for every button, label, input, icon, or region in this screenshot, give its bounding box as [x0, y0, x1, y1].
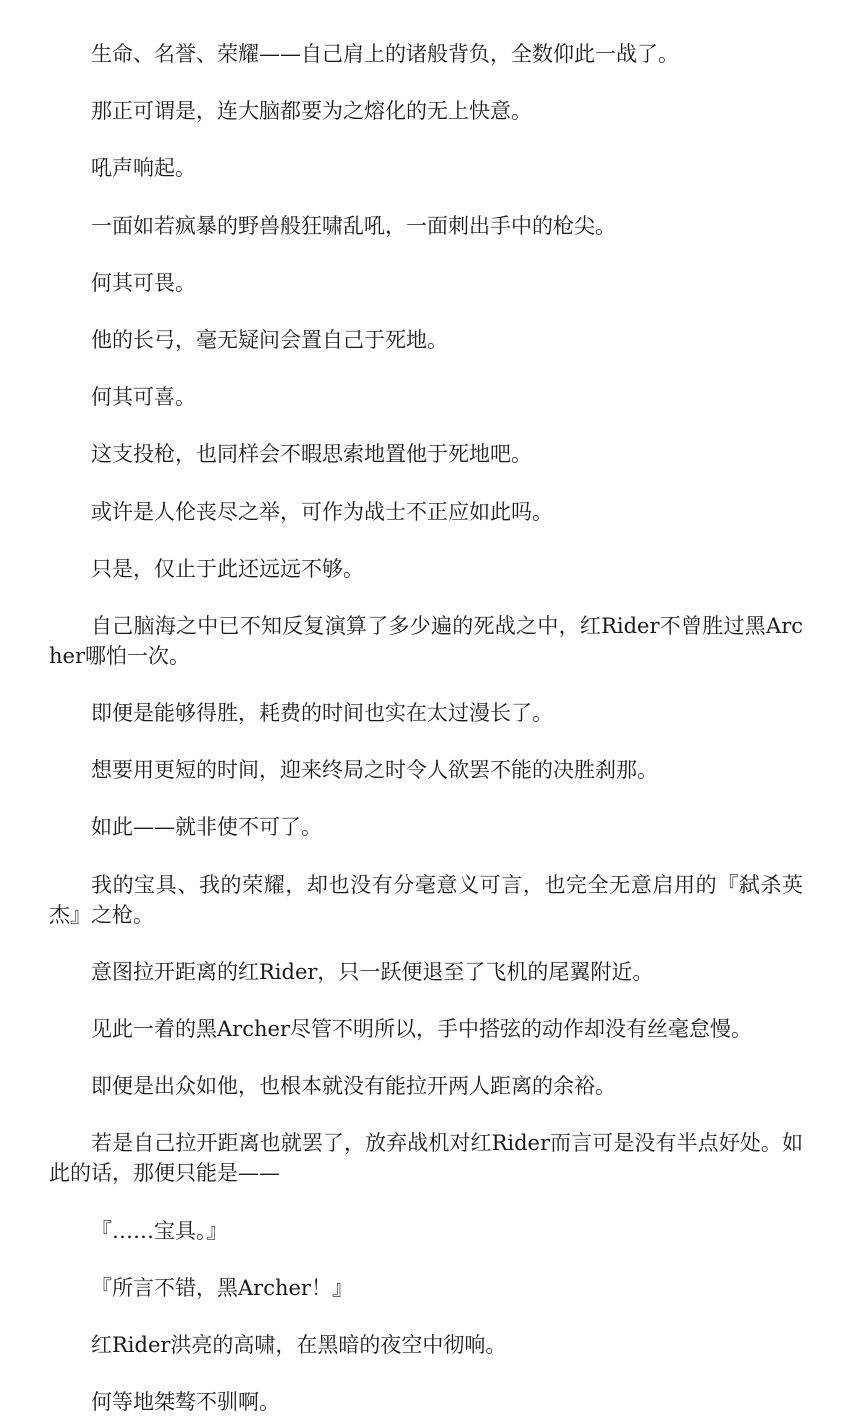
paragraph: 即便是出众如他，也根本就没有能拉开两人距离的余裕。 — [91, 1074, 616, 1099]
paragraph: 何等地桀骜不驯啊。 — [91, 1390, 280, 1415]
paragraph: 『……宝具。』 — [91, 1218, 228, 1243]
paragraph: 即便是能够得胜，耗费的时间也实在太过漫长了。 — [91, 701, 553, 726]
paragraph: 如此——就非使不可了。 — [91, 815, 322, 840]
paragraph: 若是自己拉开距离也就罢了，放弃战机对红Rider而言可是没有半点好处。如此的话，那便只能是—— — [49, 1131, 803, 1186]
paragraph: 一面如若疯暴的野兽般狂啸乱吼，一面刺出手中的枪尖。 — [91, 213, 616, 238]
paragraph: 红Rider洪亮的高啸，在黑暗的夜空中彻响。 — [91, 1332, 507, 1357]
paragraph: 或许是人伦丧尽之举，可作为战士不正应如此吗。 — [91, 499, 553, 524]
paragraph: 生命、名誉、荣耀——自己肩上的诸般背负，全数仰此一战了。 — [91, 42, 679, 66]
paragraph: 只是，仅止于此还远远不够。 — [91, 556, 364, 581]
paragraph: 见此一着的黑Archer尽管不明所以，手中搭弦的动作却没有丝毫怠慢。 — [91, 1017, 752, 1041]
paragraph: 『所言不错，黑Archer！』 — [91, 1275, 353, 1300]
paragraph: 吼声响起。 — [91, 156, 196, 181]
paragraph: 自己脑海之中已不知反复演算了多少遍的死战之中，红Rider不曾胜过黑Archer哪怕一次。 — [49, 613, 803, 668]
paragraph: 我的宝具、我的荣耀，却也没有分毫意义可言，也完全无意启用的『弑杀英杰』之枪。 — [49, 872, 803, 927]
paragraph: 想要用更短的时间，迎来终局之时令人欲罢不能的决胜刹那。 — [91, 758, 658, 783]
paragraph: 何其可喜。 — [91, 385, 196, 410]
paragraph: 他的长弓，毫无疑问会置自己于死地。 — [91, 327, 448, 352]
paragraph: 那正可谓是，连大脑都要为之熔化的无上快意。 — [91, 99, 532, 124]
paragraph: 何其可畏。 — [91, 270, 196, 295]
paragraph: 意图拉开距离的红Rider，只一跃便退至了飞机的尾翼附近。 — [91, 959, 654, 984]
paragraph: 这支投枪，也同样会不暇思索地置他于死地吧。 — [91, 442, 532, 467]
